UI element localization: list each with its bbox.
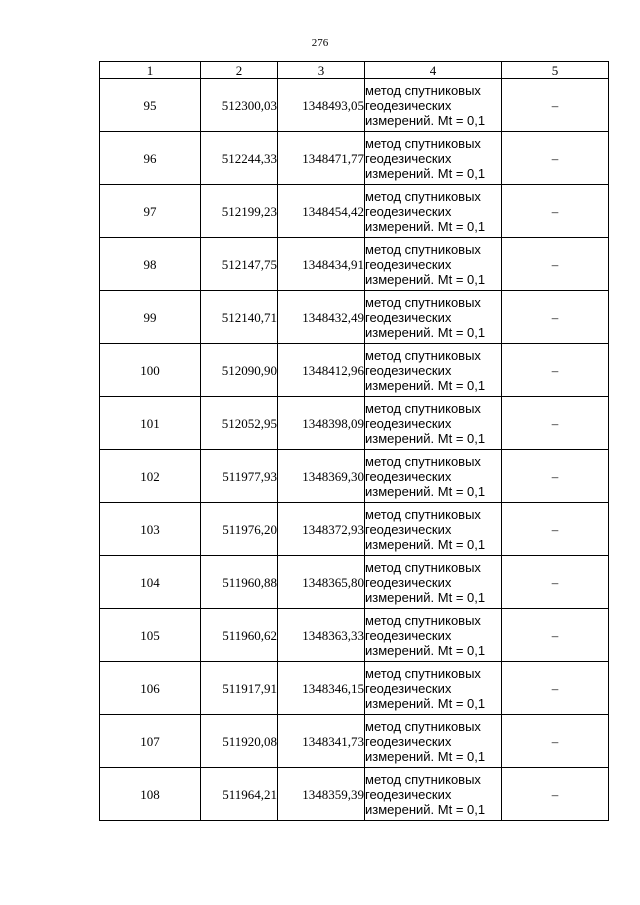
method-line-3: измерений. Mt = 0,1 [365,748,486,764]
method-line-3: измерений. Mt = 0,1 [365,536,486,552]
method-line-2: геодезических [365,362,452,378]
method-line-3: измерений. Mt = 0,1 [365,218,486,234]
y-coordinate-cell: 1348365,80 [278,556,365,609]
method-line-3: измерений. Mt = 0,1 [365,324,486,340]
table-row [100,768,609,821]
y-coordinate-cell: 1348412,96 [278,344,365,397]
x-coordinate-cell: 511976,20 [201,503,278,556]
point-number-cell: 99 [100,291,201,344]
method-line-3: измерений. Mt = 0,1 [365,483,486,499]
method-line-3: измерений. Mt = 0,1 [365,430,486,446]
method-cell [365,556,502,609]
table-row [100,609,609,662]
y-coordinate-cell: 1348363,33 [278,609,365,662]
method-cell [365,238,502,291]
method-line-3: измерений. Mt = 0,1 [365,589,486,605]
x-coordinate-cell: 512052,95 [201,397,278,450]
note-cell: – [502,238,609,291]
note-cell: – [502,291,609,344]
y-coordinate-cell: 1348346,15 [278,662,365,715]
method-line-3: измерений. Mt = 0,1 [365,801,486,817]
column-header-5: 5 [502,62,609,79]
method-line-3: измерений. Mt = 0,1 [365,165,486,181]
method-cell [365,609,502,662]
method-line-1: метод спутниковых [365,506,481,522]
table-row [100,715,609,768]
y-coordinate-cell: 1348372,93 [278,503,365,556]
note-cell: – [502,185,609,238]
y-coordinate-cell: 1348432,49 [278,291,365,344]
y-coordinate-cell: 1348434,91 [278,238,365,291]
point-number-cell: 106 [100,662,201,715]
table-row [100,291,609,344]
method-cell [365,79,502,132]
note-cell: – [502,662,609,715]
method-line-1: метод спутниковых [365,453,481,469]
point-number-cell: 103 [100,503,201,556]
note-cell: – [502,132,609,185]
y-coordinate-cell: 1348398,09 [278,397,365,450]
y-coordinate-cell: 1348359,39 [278,768,365,821]
x-coordinate-cell: 512199,23 [201,185,278,238]
table-row [100,503,609,556]
method-line-2: геодезических [365,733,452,749]
method-line-2: геодезических [365,521,452,537]
method-line-3: измерений. Mt = 0,1 [365,377,486,393]
method-line-1: метод спутниковых [365,188,481,204]
column-header-3: 3 [278,62,365,79]
method-line-3: измерений. Mt = 0,1 [365,695,486,711]
method-line-3: измерений. Mt = 0,1 [365,642,486,658]
point-number-cell: 96 [100,132,201,185]
x-coordinate-cell: 512244,33 [201,132,278,185]
x-coordinate-cell: 511920,08 [201,715,278,768]
method-cell [365,662,502,715]
method-cell [365,397,502,450]
method-line-2: геодезических [365,415,452,431]
note-cell: – [502,715,609,768]
method-line-2: геодезических [365,680,452,696]
point-number-cell: 104 [100,556,201,609]
note-cell: – [502,609,609,662]
column-header-1: 1 [100,62,201,79]
method-cell [365,450,502,503]
method-cell [365,185,502,238]
x-coordinate-cell: 511960,62 [201,609,278,662]
note-cell: – [502,79,609,132]
note-cell: – [502,450,609,503]
table-row [100,238,609,291]
method-line-1: метод спутниковых [365,665,481,681]
method-line-1: метод спутниковых [365,294,481,310]
method-line-1: метод спутниковых [365,559,481,575]
table-row [100,132,609,185]
method-line-3: измерений. Mt = 0,1 [365,271,486,287]
point-number-cell: 100 [100,344,201,397]
method-line-2: геодезических [365,786,452,802]
method-cell [365,132,502,185]
table-header-row [100,62,609,79]
method-line-1: метод спутниковых [365,400,481,416]
x-coordinate-cell: 512140,71 [201,291,278,344]
column-header-2: 2 [201,62,278,79]
method-cell [365,715,502,768]
table-row [100,556,609,609]
method-line-1: метод спутниковых [365,771,481,787]
x-coordinate-cell: 512300,03 [201,79,278,132]
method-line-2: геодезических [365,627,452,643]
method-line-2: геодезических [365,309,452,325]
y-coordinate-cell: 1348454,42 [278,185,365,238]
note-cell: – [502,344,609,397]
column-header-4: 4 [365,62,502,79]
y-coordinate-cell: 1348493,05 [278,79,365,132]
point-number-cell: 102 [100,450,201,503]
point-number-cell: 97 [100,185,201,238]
y-coordinate-cell: 1348471,77 [278,132,365,185]
x-coordinate-cell: 512090,90 [201,344,278,397]
method-line-1: метод спутниковых [365,82,481,98]
method-line-2: геодезических [365,256,452,272]
note-cell: – [502,768,609,821]
x-coordinate-cell: 511960,88 [201,556,278,609]
x-coordinate-cell: 511977,93 [201,450,278,503]
coordinates-table [99,61,609,821]
x-coordinate-cell: 511917,91 [201,662,278,715]
table-row [100,662,609,715]
point-number-cell: 98 [100,238,201,291]
method-line-1: метод спутниковых [365,135,481,151]
method-line-1: метод спутниковых [365,718,481,734]
method-cell [365,768,502,821]
method-line-1: метод спутниковых [365,347,481,363]
method-cell [365,503,502,556]
method-cell [365,291,502,344]
point-number-cell: 107 [100,715,201,768]
table-row [100,450,609,503]
point-number-cell: 95 [100,79,201,132]
note-cell: – [502,397,609,450]
table-row [100,185,609,238]
table-row [100,344,609,397]
method-line-3: измерений. Mt = 0,1 [365,112,486,128]
method-line-2: геодезических [365,97,452,113]
point-number-cell: 105 [100,609,201,662]
method-line-2: геодезических [365,203,452,219]
table-row [100,397,609,450]
page-number: 276 [311,37,329,49]
table-row [100,79,609,132]
method-line-1: метод спутниковых [365,612,481,628]
point-number-cell: 108 [100,768,201,821]
method-cell [365,344,502,397]
x-coordinate-cell: 512147,75 [201,238,278,291]
method-line-2: геодезических [365,150,452,166]
y-coordinate-cell: 1348369,30 [278,450,365,503]
x-coordinate-cell: 511964,21 [201,768,278,821]
y-coordinate-cell: 1348341,73 [278,715,365,768]
point-number-cell: 101 [100,397,201,450]
note-cell: – [502,556,609,609]
method-line-1: метод спутниковых [365,241,481,257]
method-line-2: геодезических [365,468,452,484]
note-cell: – [502,503,609,556]
method-line-2: геодезических [365,574,452,590]
